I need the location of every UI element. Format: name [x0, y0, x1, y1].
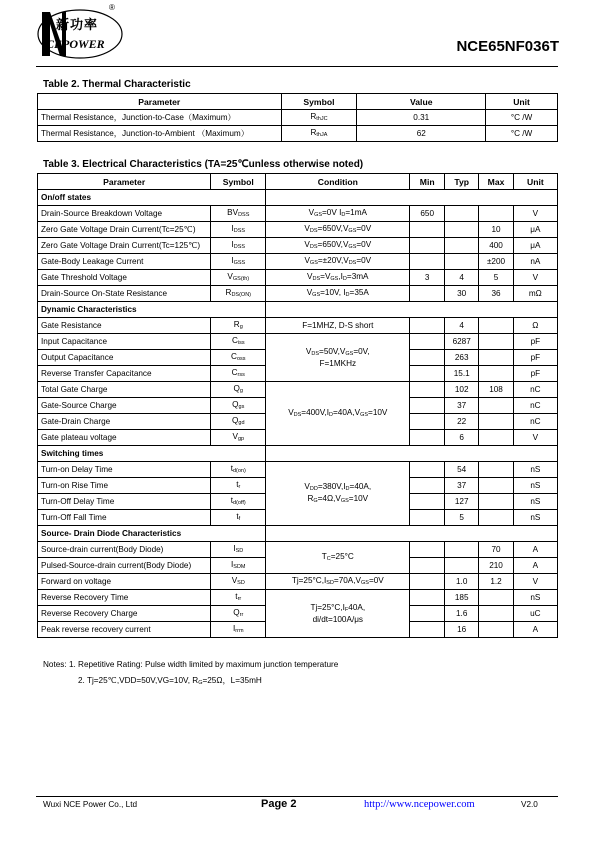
symbol-cell: $I_{SDM}$	[211, 558, 266, 574]
max-cell	[479, 366, 513, 382]
param-cell: Gate-Body Leakage Current	[38, 254, 211, 270]
min-cell	[410, 222, 445, 238]
header-cell: Symbol	[281, 94, 357, 110]
condition-cell: $V_{GS}=10V$, $I_D=35A$	[266, 286, 410, 302]
table-row	[38, 254, 558, 270]
section-row	[38, 302, 558, 318]
symbol-cell: $V_{gp}$	[211, 430, 266, 446]
max-cell	[479, 430, 513, 446]
table-row	[38, 286, 558, 302]
param-cell: Turn-on Delay Time	[38, 462, 211, 478]
unit-cell: V	[513, 206, 557, 222]
condition-cell: $T_C=25^\circ C$	[266, 542, 410, 574]
table-row	[38, 590, 558, 606]
table-row	[38, 542, 558, 558]
max-cell: ±200	[479, 254, 513, 270]
typ-cell: 30	[445, 286, 479, 302]
header-cell: Unit	[486, 94, 558, 110]
header-cell: Unit	[513, 174, 557, 190]
unit-cell: pF	[513, 366, 557, 382]
symbol-cell: $R_{DS(ON)}$	[211, 286, 266, 302]
param-cell: Reverse Recovery Time	[38, 590, 211, 606]
symbol-cell: $V_{SD}$	[211, 574, 266, 590]
typ-cell: 15.1	[445, 366, 479, 382]
header-cell: Parameter	[38, 174, 211, 190]
table-row	[38, 238, 558, 254]
param-cell: Reverse Recovery Charge	[38, 606, 211, 622]
header-rule	[36, 66, 558, 67]
unit-cell: μA	[513, 238, 557, 254]
param-cell: Input Capacitance	[38, 334, 211, 350]
param-cell: Zero Gate Voltage Drain Current(Tc=25℃)	[38, 222, 211, 238]
empty-cell	[266, 302, 558, 318]
typ-cell: 37	[445, 398, 479, 414]
empty-cell	[266, 190, 558, 206]
unit-cell: V	[513, 430, 557, 446]
param-cell: Peak reverse recovery current	[38, 622, 211, 638]
min-cell	[410, 542, 445, 558]
condition-cell: $V_{DS}=50V,V_{GS}=0V$, F=1MKHz	[266, 334, 410, 382]
symbol-cell: $Q_{gd}$	[211, 414, 266, 430]
registered-mark: ®	[109, 3, 115, 12]
min-cell	[410, 510, 445, 526]
typ-cell: 6	[445, 430, 479, 446]
min-cell	[410, 494, 445, 510]
condition-cell: $V_{GS}=0V$ $I_D=1mA$	[266, 206, 410, 222]
table-row	[38, 318, 558, 334]
symbol-cell: $I_{DSS}$	[211, 222, 266, 238]
symbol-cell: $I_{SD}$	[211, 542, 266, 558]
typ-cell: 263	[445, 350, 479, 366]
empty-cell	[266, 526, 558, 542]
param-cell: Turn-on Rise Time	[38, 478, 211, 494]
header-cell: Value	[357, 94, 486, 110]
typ-cell	[445, 238, 479, 254]
section-label-cell: Source- Drain Diode Characteristics	[38, 526, 266, 542]
condition-cell: $V_{DS}=V_{GS},I_D=3mA$	[266, 270, 410, 286]
unit-cell: A	[513, 622, 557, 638]
typ-cell: 6287	[445, 334, 479, 350]
max-cell	[479, 606, 513, 622]
min-cell	[410, 606, 445, 622]
symbol-cell: $R_{thJA}$	[281, 126, 357, 142]
unit-cell: nS	[513, 494, 557, 510]
section-label-cell: On/off states	[38, 190, 266, 206]
table-row	[38, 462, 558, 478]
note-1: Notes: 1. Repetitive Rating: Pulse width limited by maximum junction temperature	[43, 660, 339, 669]
typ-cell: 185	[445, 590, 479, 606]
min-cell	[410, 318, 445, 334]
unit-cell: pF	[513, 350, 557, 366]
table-row	[38, 574, 558, 590]
table-header-row	[38, 174, 558, 190]
param-cell: Forward on voltage	[38, 574, 211, 590]
symbol-cell: $Q_{rr}$	[211, 606, 266, 622]
max-cell: 400	[479, 238, 513, 254]
min-cell	[410, 622, 445, 638]
symbol-cell: $Q_{gs}$	[211, 398, 266, 414]
symbol-cell: $t_{rr}$	[211, 590, 266, 606]
condition-cell: $Tj=25^\circ C,I_{SD}=70A,V_{GS}=0V$	[266, 574, 410, 590]
header-cell: Max	[479, 174, 513, 190]
param-cell: Output Capacitance	[38, 350, 211, 366]
typ-cell	[445, 206, 479, 222]
param-cell: Drain-Source On-State Resistance	[38, 286, 211, 302]
typ-cell: 1.0	[445, 574, 479, 590]
header-cell: Typ	[445, 174, 479, 190]
min-cell	[410, 558, 445, 574]
min-cell	[410, 254, 445, 270]
param-cell: Reverse Transfer Capacitance	[38, 366, 211, 382]
condition-cell: $V_{DS}=650V,V_{GS}=0V$	[266, 238, 410, 254]
table-row	[38, 222, 558, 238]
param-cell: Gate-Drain Charge	[38, 414, 211, 430]
brand-en: CEPOWER	[46, 37, 105, 51]
unit-cell: μA	[513, 222, 557, 238]
unit-cell: nS	[513, 510, 557, 526]
min-cell	[410, 366, 445, 382]
footer-rule	[36, 796, 558, 797]
condition-cell: $V_{DS}=400V,I_D=40A,V_{GS}=10V$	[266, 382, 410, 446]
param-cell: Source-drain current(Body Diode)	[38, 542, 211, 558]
condition-cell: $V_{DS}=650V,V_{GS}=0V$	[266, 222, 410, 238]
param-cell: Gate plateau voltage	[38, 430, 211, 446]
max-cell: 70	[479, 542, 513, 558]
min-cell	[410, 478, 445, 494]
table-row	[38, 270, 558, 286]
param-cell: Gate Threshold Voltage	[38, 270, 211, 286]
min-cell	[410, 414, 445, 430]
condition-cell: $V_{DD}=380V,I_D=40A$, $R_G=4\Omega,V_{GS}=10V$	[266, 462, 410, 526]
unit-cell: uC	[513, 606, 557, 622]
typ-cell	[445, 254, 479, 270]
unit-cell: A	[513, 542, 557, 558]
min-cell	[410, 238, 445, 254]
condition-cell: $Tj=25^\circ C,I_F40A$, di/dt=100A/μs	[266, 590, 410, 638]
header-cell: Min	[410, 174, 445, 190]
unit-cell: nC	[513, 398, 557, 414]
symbol-cell: $C_{oss}$	[211, 350, 266, 366]
symbol-cell: $Q_g$	[211, 382, 266, 398]
unit-cell: mΩ	[513, 286, 557, 302]
value-cell: 62	[357, 126, 486, 142]
min-cell	[410, 350, 445, 366]
min-cell	[410, 430, 445, 446]
max-cell	[479, 398, 513, 414]
unit-cell: °C /W	[486, 110, 558, 126]
max-cell: 36	[479, 286, 513, 302]
thermal-table	[37, 93, 558, 142]
unit-cell: nS	[513, 478, 557, 494]
max-cell	[479, 622, 513, 638]
symbol-cell: $t_{d(off)}$	[211, 494, 266, 510]
min-cell	[410, 590, 445, 606]
param-cell: Pulsed-Source-drain current(Body Diode)	[38, 558, 211, 574]
max-cell	[479, 334, 513, 350]
max-cell	[479, 478, 513, 494]
condition-cell: F=1MHZ, D-S short	[266, 318, 410, 334]
typ-cell	[445, 542, 479, 558]
unit-cell: pF	[513, 334, 557, 350]
table-header-row	[38, 94, 558, 110]
symbol-cell: $I_{DSS}$	[211, 238, 266, 254]
max-cell	[479, 462, 513, 478]
unit-cell: V	[513, 270, 557, 286]
table-row	[38, 206, 558, 222]
typ-cell	[445, 222, 479, 238]
table-row	[38, 382, 558, 398]
symbol-cell: $R_g$	[211, 318, 266, 334]
unit-cell: °C /W	[486, 126, 558, 142]
typ-cell: 4	[445, 270, 479, 286]
param-cell: Drain-Source Breakdown Voltage	[38, 206, 211, 222]
typ-cell: 102	[445, 382, 479, 398]
min-cell	[410, 286, 445, 302]
table-row	[38, 110, 558, 126]
max-cell	[479, 350, 513, 366]
table3-title: Table 3. Electrical Characteristics (TA=25℃unless otherwise noted)	[43, 159, 364, 170]
param-cell: Thermal Resistance，Junction-to-Case（Maximum）	[38, 110, 282, 126]
header-cell: Symbol	[211, 174, 266, 190]
electrical-table	[37, 173, 558, 638]
param-cell: Turn-Off Delay Time	[38, 494, 211, 510]
unit-cell: V	[513, 574, 557, 590]
typ-cell: 127	[445, 494, 479, 510]
symbol-cell: $t_{d(on)}$	[211, 462, 266, 478]
header-cell: Condition	[266, 174, 410, 190]
section-row	[38, 446, 558, 462]
symbol-cell: $R_{thJC}$	[281, 110, 357, 126]
min-cell	[410, 334, 445, 350]
max-cell: 10	[479, 222, 513, 238]
param-cell: Total Gate Charge	[38, 382, 211, 398]
unit-cell: nS	[513, 590, 557, 606]
max-cell	[479, 494, 513, 510]
unit-cell: nC	[513, 414, 557, 430]
max-cell	[479, 414, 513, 430]
min-cell	[410, 574, 445, 590]
min-cell	[410, 462, 445, 478]
max-cell	[479, 510, 513, 526]
min-cell	[410, 382, 445, 398]
unit-cell: nS	[513, 462, 557, 478]
max-cell: 5	[479, 270, 513, 286]
symbol-cell: $I_{rrm}$	[211, 622, 266, 638]
unit-cell: Ω	[513, 318, 557, 334]
value-cell: 0.31	[357, 110, 486, 126]
typ-cell: 22	[445, 414, 479, 430]
section-label-cell: Dynamic Characteristics	[38, 302, 266, 318]
note-2: 2. Tj=25℃,VDD=50V,VG=10V, $R_G=25\Omega$，L=35mH	[78, 676, 262, 686]
symbol-cell: $t_r$	[211, 478, 266, 494]
section-row	[38, 190, 558, 206]
param-cell: Thermal Resistance，Junction-to-Ambient （Maximum）	[38, 126, 282, 142]
part-number: NCE65NF036T	[456, 38, 559, 55]
symbol-cell: $V_{GS(th)}$	[211, 270, 266, 286]
max-cell	[479, 318, 513, 334]
typ-cell: 54	[445, 462, 479, 478]
table2-title: Table 2. Thermal Characteristic	[43, 79, 191, 90]
unit-cell: A	[513, 558, 557, 574]
max-cell	[479, 590, 513, 606]
max-cell: 210	[479, 558, 513, 574]
max-cell: 108	[479, 382, 513, 398]
empty-cell	[266, 446, 558, 462]
footer-version: V2.0	[521, 800, 538, 809]
symbol-cell: $C_{iss}$	[211, 334, 266, 350]
section-label-cell: Switching times	[38, 446, 266, 462]
symbol-cell: $I_{GSS}$	[211, 254, 266, 270]
max-cell: 1.2	[479, 574, 513, 590]
symbol-cell: $BV_{DSS}$	[211, 206, 266, 222]
param-cell: Turn-Off Fall Time	[38, 510, 211, 526]
min-cell: 650	[410, 206, 445, 222]
unit-cell: nC	[513, 382, 557, 398]
typ-cell: 4	[445, 318, 479, 334]
symbol-cell: $C_{rss}$	[211, 366, 266, 382]
notes	[43, 657, 338, 691]
typ-cell: 37	[445, 478, 479, 494]
footer-company: Wuxi NCE Power Co., Ltd	[43, 800, 138, 809]
typ-cell: 1.6	[445, 606, 479, 622]
table-row	[38, 126, 558, 142]
min-cell: 3	[410, 270, 445, 286]
table-row	[38, 334, 558, 350]
header-cell: Parameter	[38, 94, 282, 110]
param-cell: Gate-Source Charge	[38, 398, 211, 414]
section-row	[38, 526, 558, 542]
typ-cell: 16	[445, 622, 479, 638]
condition-cell: $V_{GS}=\pm 20V,V_{DS}=0V$	[266, 254, 410, 270]
unit-cell: nA	[513, 254, 557, 270]
max-cell	[479, 206, 513, 222]
typ-cell	[445, 558, 479, 574]
min-cell	[410, 398, 445, 414]
brand-cn: 新功率	[56, 18, 99, 33]
symbol-cell: $t_f$	[211, 510, 266, 526]
param-cell: Gate Resistance	[38, 318, 211, 334]
typ-cell: 5	[445, 510, 479, 526]
param-cell: Zero Gate Voltage Drain Current(Tc=125℃)	[38, 238, 211, 254]
footer-url-link[interactable]: http://www.ncepower.com	[364, 799, 475, 810]
footer-page: Page 2	[261, 798, 297, 810]
